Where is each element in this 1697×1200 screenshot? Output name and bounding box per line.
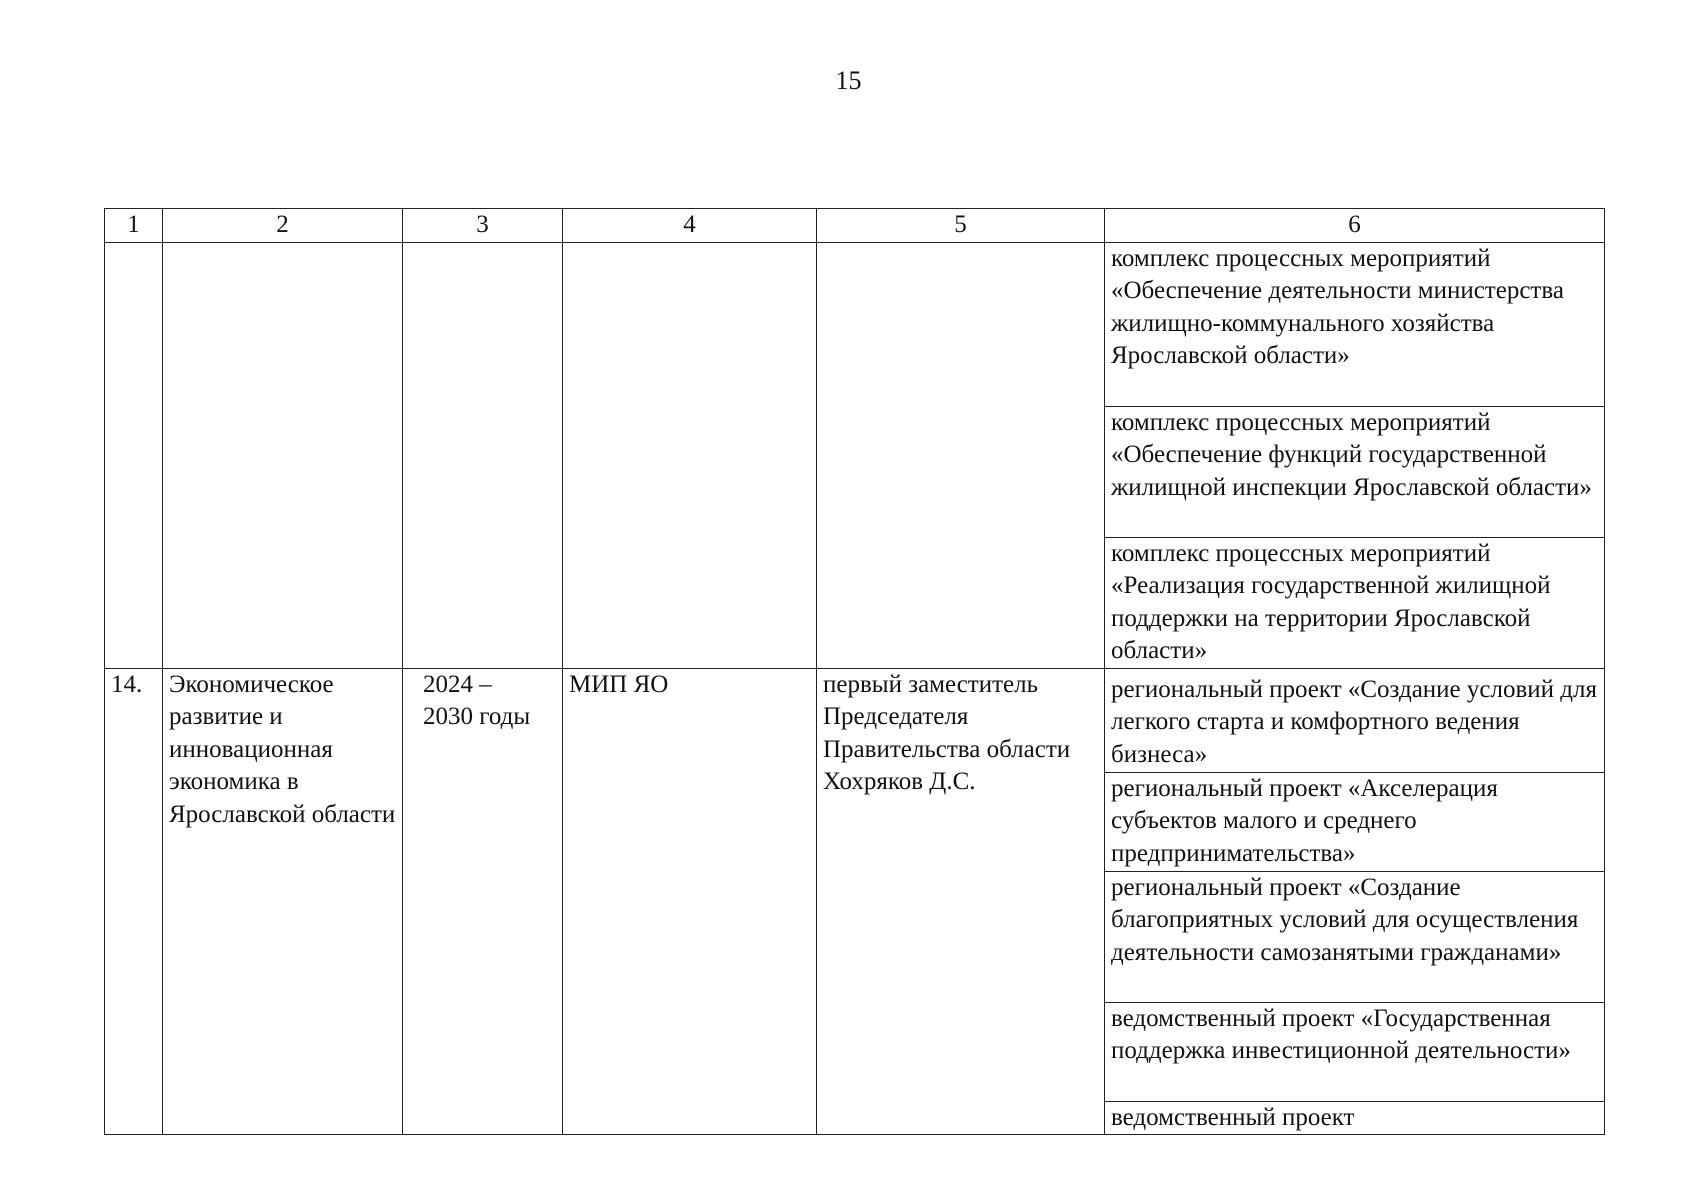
- header-col-1: 1: [105, 209, 163, 243]
- program-number: 14.: [105, 668, 163, 1135]
- header-row: [105, 209, 1605, 243]
- cont-cell-curator: [817, 242, 1105, 668]
- cont-cell-period: [403, 242, 563, 668]
- table-row: [105, 242, 1605, 406]
- program-curator: первый заместитель Председателя Правительства области Хохряков Д.С.: [817, 668, 1105, 1135]
- header-col-4: 4: [563, 209, 817, 243]
- program-name: Экономическое развитие и инновационная экономика в Ярославской области: [163, 668, 403, 1135]
- program-responsible: МИП ЯО: [563, 668, 817, 1135]
- project-item-3: региональный проект «Создание благоприятных условий для осуществления деятельности самозанятыми гражданами»: [1105, 871, 1605, 1002]
- project-item-2: региональный проект «Акселерация субъектов малого и среднего предпринимательства»: [1105, 772, 1605, 871]
- header-col-5: 5: [817, 209, 1105, 243]
- header-col-6: 6: [1105, 209, 1605, 243]
- project-item-1: региональный проект «Создание условий для легкого старта и комфортного ведения бизнеса»: [1105, 668, 1605, 772]
- cont-project-3: комплекс процессных мероприятий «Реализация государственной жилищной поддержки на территории Ярославской области»: [1105, 537, 1605, 668]
- project-item-4: ведомственный проект «Государственная поддержка инвестиционной деятельности»: [1105, 1002, 1605, 1101]
- cont-cell-number: [105, 242, 163, 668]
- header-col-3: 3: [403, 209, 563, 243]
- cont-project-2: комплекс процессных мероприятий «Обеспечение функций государственной жилищной инспекции Ярославской области»: [1105, 406, 1605, 537]
- project-item-5: ведомственный проект: [1105, 1101, 1605, 1135]
- cont-cell-name: [163, 242, 403, 668]
- programs-table: [104, 208, 1605, 1135]
- cont-project-1: комплекс процессных мероприятий «Обеспечение деятельности министерства жилищно-коммунального хозяйства Ярославской области»: [1105, 242, 1605, 406]
- table-row: [105, 668, 1605, 772]
- header-col-2: 2: [163, 209, 403, 243]
- cont-cell-responsible: [563, 242, 817, 668]
- page-number: 15: [835, 66, 862, 95]
- program-period: 2024 – 2030 годы: [403, 668, 563, 1135]
